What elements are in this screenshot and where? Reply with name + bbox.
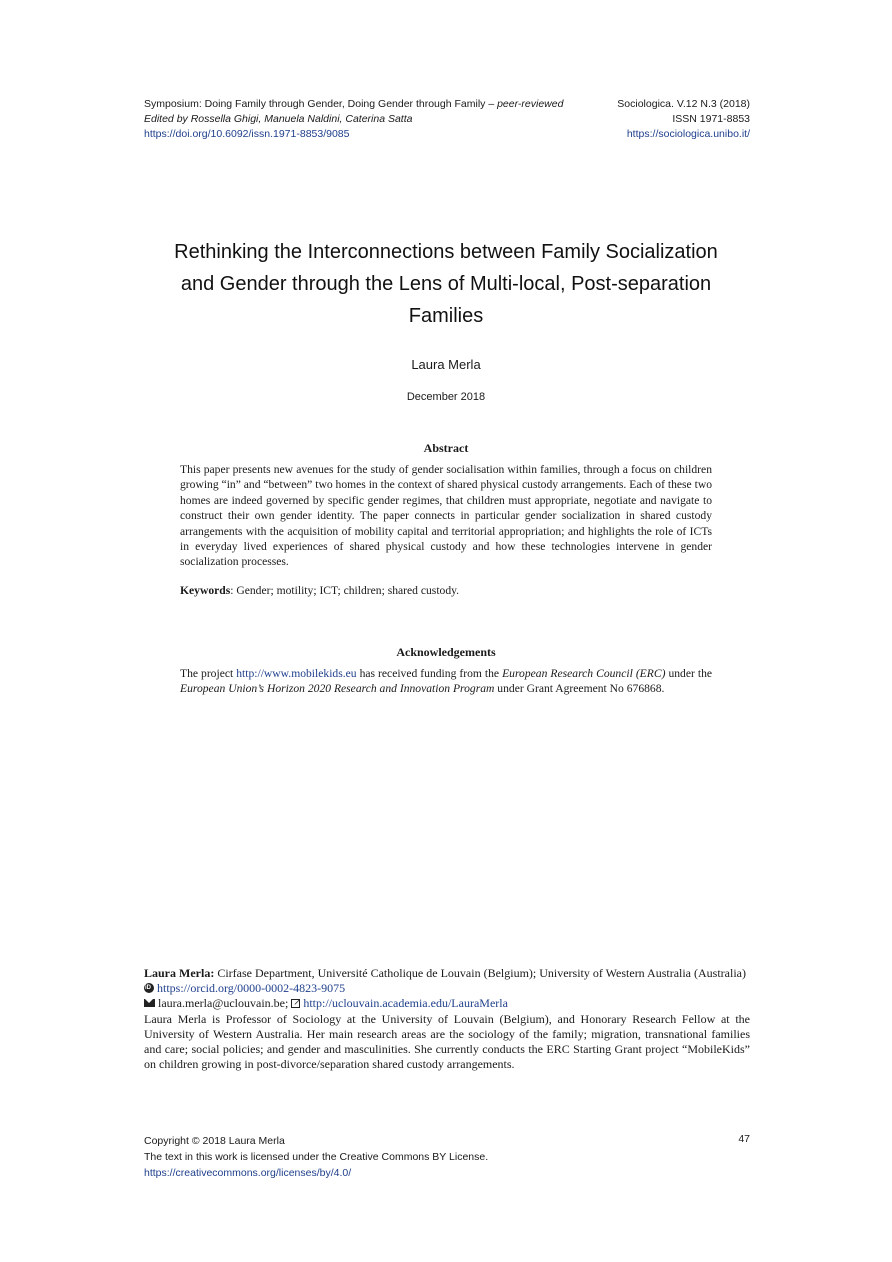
external-link-icon bbox=[291, 999, 300, 1008]
running-header-left bbox=[144, 97, 563, 142]
issn: ISSN 1971-8853 bbox=[672, 113, 750, 125]
doi-link[interactable]: https://doi.org/10.6092/issn.1971-8853/9085 bbox=[144, 128, 350, 140]
publication-date: December 2018 bbox=[406, 391, 486, 403]
contact-line: laura.merla@uclouvain.be; ↗http://uclouvain.academia.edu/LauraMerla bbox=[144, 996, 750, 1011]
keywords-label: Keywords bbox=[180, 584, 231, 597]
email-address[interactable]: laura.merla@uclouvain.be bbox=[158, 996, 285, 1011]
symposium-line: Symposium: Doing Family through Gender, Doing Gender through Family – peer-reviewed bbox=[144, 98, 564, 110]
bio-text: Laura Merla is Professor of Sociology at the University of Louvain (Belgium), and Honorary Research Fellow at the University of Western Australia. Her main research areas are the sociology of the family; migration, transnational families and care; social policies; and gender and masculinities. She currently conducts the ERC Starting Grant project “MobileKids” on children growing in post-divorce/separation shared custody arrangements. bbox=[144, 1011, 750, 1072]
homepage-link[interactable]: http://uclouvain.academia.edu/LauraMerla bbox=[303, 996, 508, 1011]
author-bio bbox=[144, 966, 750, 1072]
page-footer bbox=[144, 1133, 488, 1181]
mail-icon bbox=[144, 999, 155, 1007]
copyright: Copyright © 2018 Laura Merla bbox=[144, 1135, 285, 1147]
editors-line: Edited by Rossella Ghigi, Manuela Naldini, Caterina Satta bbox=[144, 113, 413, 125]
author-affiliation: Laura Merla: Cirfase Department, Université Catholique de Louvain (Belgium); University of Western Australia (Australia) bbox=[144, 966, 746, 980]
paper-title: Rethinking the Interconnections between Family Socialization and Gender through the Lens of Multi-local, Post-separation Families bbox=[174, 241, 718, 327]
peer-reviewed-label: peer-reviewed bbox=[497, 98, 564, 110]
abstract-text: This paper presents new avenues for the study of gender socialisation within families, through a focus on children growing “in” and “between” two homes in the context of shared physical custody arrangements. Each of these two homes are indeed governed by specific gender regimes, that children must appropriate, negotiate and navigate to construct their own gender identity. The paper connects in particular gender socialization in shared custody arrangements with the acquisition of mobility capital and territorial appropriation; and highlights the role of ICTs in everyday lived experiences of shared physical custody and how these technologies intervene in gender socialization processes. bbox=[180, 463, 712, 569]
keywords bbox=[180, 583, 712, 598]
mobilekids-link[interactable]: http://www.mobilekids.eu bbox=[236, 667, 357, 680]
author-name: Laura Merla bbox=[411, 357, 481, 372]
bio-author-name: Laura Merla: bbox=[144, 966, 215, 980]
orcid-icon bbox=[144, 983, 154, 993]
journal-volume: Sociologica. V.12 N.3 (2018) bbox=[617, 98, 750, 110]
running-header-right bbox=[617, 97, 750, 142]
acknowledgements-heading: Acknowledgements bbox=[396, 645, 496, 659]
license-text: The text in this work is licensed under the Creative Commons BY License. bbox=[144, 1151, 489, 1163]
acknowledgements-text: The project http://www.mobilekids.eu has received funding from the European Research Council (ERC) under the European Union’s Horizon 2020 Research and Innovation Program under Grant Agreement No 676868. bbox=[180, 667, 713, 696]
page-number: 47 bbox=[738, 1133, 750, 1145]
license-link[interactable]: https://creativecommons.org/licenses/by/4.0/ bbox=[144, 1167, 352, 1179]
abstract-heading: Abstract bbox=[423, 441, 469, 455]
keywords-text: : Gender; motility; ICT; children; shared custody. bbox=[230, 584, 460, 597]
journal-link[interactable]: https://sociologica.unibo.it/ bbox=[626, 128, 750, 140]
orcid-line bbox=[144, 981, 750, 996]
orcid-link[interactable]: https://orcid.org/0000-0002-4823-9075 bbox=[157, 981, 346, 996]
